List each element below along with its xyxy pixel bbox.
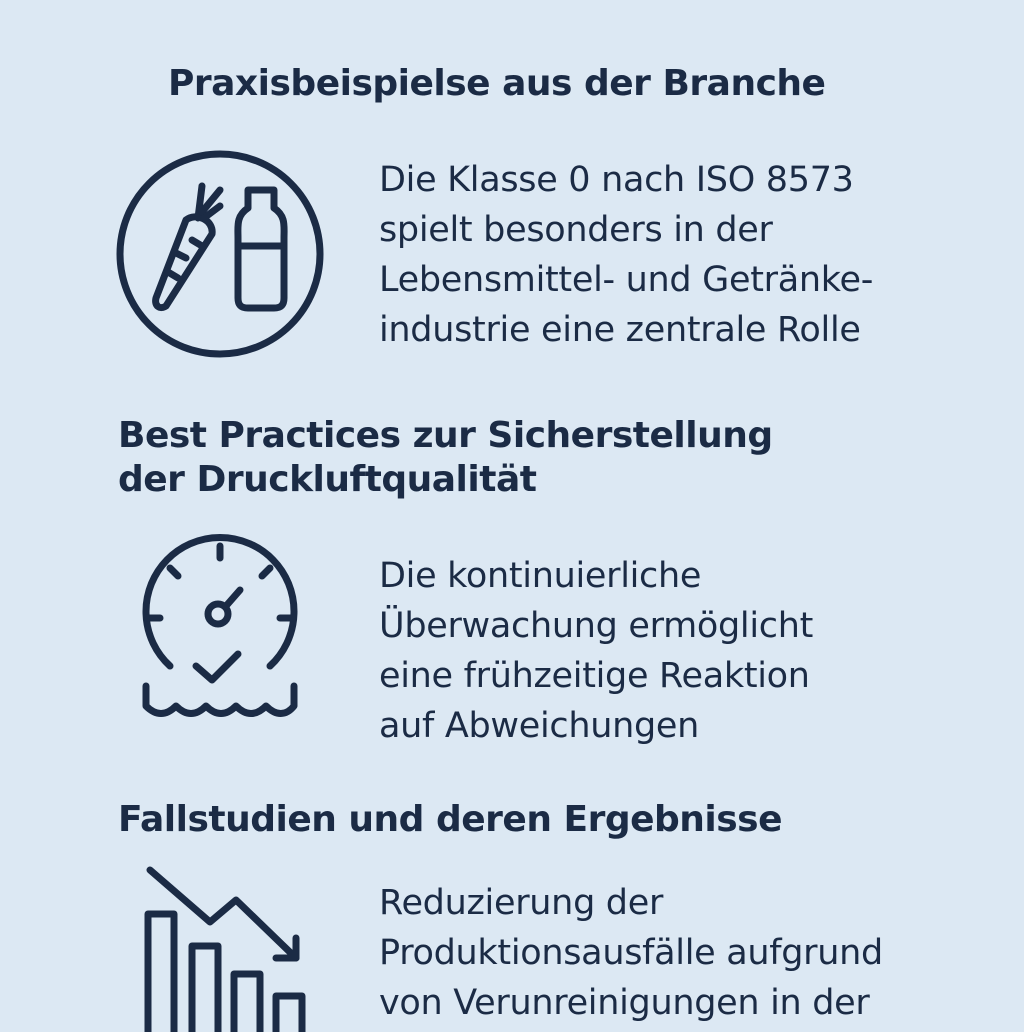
- section-1-text: [379, 155, 873, 355]
- text-line: auf Abweichungen: [379, 706, 700, 746]
- text-line: Lebensmittel- und Getränke-: [379, 260, 874, 300]
- heading-line: Praxisbeispielse aus der Branche: [168, 63, 826, 104]
- text-line: Überwachung ermöglicht: [379, 606, 813, 646]
- text-line: eine frühzeitige Reaktion: [379, 656, 810, 696]
- text-line: Produktionsausfälle aufgrund: [379, 933, 883, 973]
- text-line: Die kontinuierliche: [379, 556, 702, 596]
- heading-line: Best Practices zur Sicherstellung: [118, 415, 773, 456]
- heading-line: Fallstudien und deren Ergebnisse: [118, 799, 783, 840]
- section-3-heading: [118, 798, 782, 842]
- section-2-heading: [118, 414, 773, 502]
- section-2-text: [379, 551, 813, 751]
- text-line: spielt besonders in der: [379, 210, 773, 250]
- carrot-bottle-circle-icon: [116, 150, 326, 360]
- text-line: industrie eine zentrale Rolle: [379, 310, 861, 350]
- declining-bar-chart-icon: [140, 862, 310, 1032]
- heading-line: der Druckluftqualität: [118, 459, 537, 500]
- section-1-heading: [168, 62, 825, 106]
- section-3-text: [379, 878, 883, 1028]
- text-line: Die Klasse 0 nach ISO 8573: [379, 160, 854, 200]
- text-line: von Verunreinigungen in der: [379, 983, 870, 1023]
- text-line: Reduzierung der: [379, 883, 664, 923]
- gauge-check-icon: [140, 538, 300, 720]
